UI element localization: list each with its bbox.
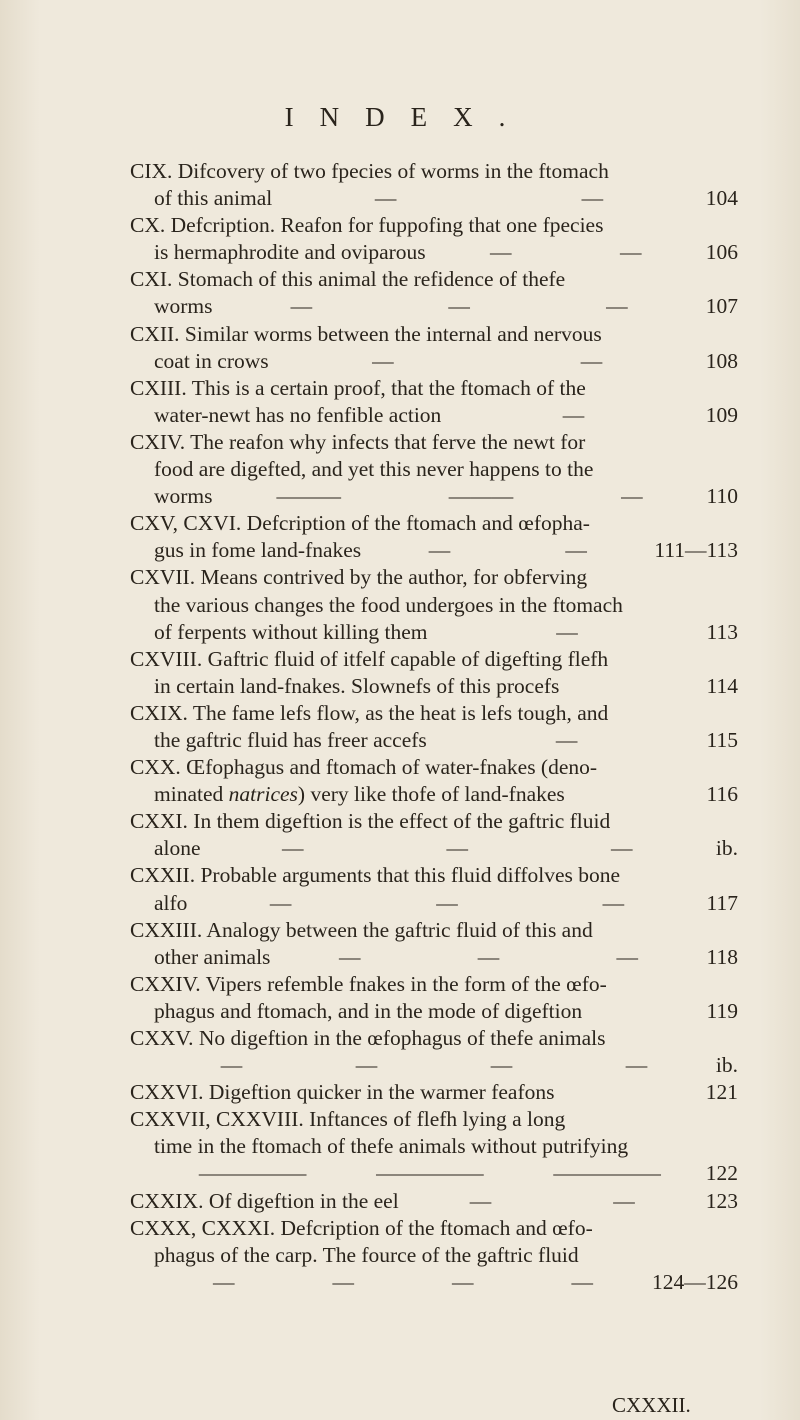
entry-page-row xyxy=(130,185,738,212)
entry-heading-line: CXIII. This is a certain proof, that the ftomach of the xyxy=(130,375,586,400)
leader-dash: — xyxy=(428,538,451,563)
leader-dash: — xyxy=(562,402,585,427)
entry-heading-line: CXIV. The reafon why infects that ferve the newt for xyxy=(130,429,586,454)
entry-last-line: of ferpents without killing them xyxy=(154,619,428,644)
entry-last-line: the gaftric fluid has freer accefs xyxy=(154,727,427,752)
entry-heading-line: CXXX, CXXXI. Defcription of the ftomach and œfo- xyxy=(130,1215,593,1240)
entry-heading-line: CXXVI. Digeftion quicker in the warmer feafons xyxy=(130,1080,555,1105)
entry-last-line: of this animal xyxy=(154,186,273,211)
leader-dash: — xyxy=(436,890,458,915)
entry-last-line: alone xyxy=(154,836,201,861)
page-number: 119 xyxy=(706,998,738,1023)
index-entry xyxy=(130,862,738,916)
leader-dash: — xyxy=(469,1188,492,1213)
leader-dashes xyxy=(154,1052,714,1079)
entry-heading-line: CXVIII. Gaftric fluid of itfelf capable of digefting flefh xyxy=(130,646,609,671)
entry-page-row xyxy=(130,781,738,808)
leader-dashes xyxy=(272,185,706,212)
leader-dashes xyxy=(426,239,706,266)
page-number: 107 xyxy=(705,294,738,319)
leader-dash: — xyxy=(374,186,397,211)
leader-dash: — xyxy=(477,944,500,969)
leader-dashes xyxy=(270,944,706,971)
entry-heading-line: CXXVII, CXXVIII. Inftances of flefh lying a long xyxy=(130,1107,566,1132)
entry-heading-line: CXX. Œfophagus and ftomach of water-fnakes (deno- xyxy=(130,755,598,780)
leader-dashes xyxy=(428,619,707,646)
page-number: 109 xyxy=(705,402,738,427)
page-number: 124—126 xyxy=(652,1269,738,1294)
page-number: 121 xyxy=(705,1080,738,1105)
entry-heading-line: CXXIII. Analogy between the gaftric fluid of this and xyxy=(130,917,593,942)
italic-term: natrices xyxy=(228,782,298,807)
leader-dashes xyxy=(361,537,654,564)
leader-dash: — xyxy=(269,890,292,915)
leader-dash: — xyxy=(565,538,587,563)
index-entry xyxy=(130,808,738,862)
index-entry xyxy=(130,700,738,754)
index-entry xyxy=(130,321,738,375)
leader-dash: ——— xyxy=(448,484,514,509)
leader-dash: — xyxy=(332,1269,354,1294)
entry-page-row xyxy=(130,293,738,320)
entry-page-row xyxy=(130,1079,738,1106)
entry-continuation-line: the various changes the food undergoes in the ftomach xyxy=(154,592,623,617)
entry-page-row xyxy=(130,348,738,375)
index-entry xyxy=(130,971,738,1025)
entry-last-line: other animals xyxy=(154,944,271,969)
page-number: 118 xyxy=(706,944,738,969)
entry-page-row xyxy=(130,835,738,862)
leader-dash: — xyxy=(616,944,638,969)
leader-dash: — xyxy=(290,294,313,319)
leader-dashes xyxy=(154,1160,706,1187)
page-number: 104 xyxy=(705,186,738,211)
leader-dash: — xyxy=(625,1053,648,1078)
entry-page-row xyxy=(130,483,738,510)
leader-dash: — xyxy=(571,1269,593,1294)
entry-heading-line: CXI. Stomach of this animal the refidence of thefe xyxy=(130,267,566,292)
leader-dash: ——— xyxy=(276,484,341,509)
entry-page-row xyxy=(130,1269,738,1296)
entry-continuation-line: phagus of the carp. The fource of the gaftric fluid xyxy=(154,1242,579,1267)
page-number: 106 xyxy=(705,240,738,265)
entry-page-row xyxy=(130,890,738,917)
entry-last-line: water-newt has no fenfible action xyxy=(154,402,442,427)
entry-last-line: is hermaphrodite and oviparous xyxy=(154,240,426,265)
page-number: 123 xyxy=(705,1188,738,1213)
leader-dashes xyxy=(269,348,706,375)
entry-page-row xyxy=(130,1188,738,1215)
entry-heading-line: CX. Defcription. Reafon for fuppofing that one fpecies xyxy=(130,213,604,238)
leader-dash: — xyxy=(556,619,578,644)
index-entries xyxy=(130,158,738,1296)
entry-last-line: alfo xyxy=(154,890,188,915)
leader-dash: — xyxy=(606,294,628,319)
page-number: 114 xyxy=(706,673,738,698)
entry-continuation-line: food are digefted, and yet this never happens to the xyxy=(154,457,594,482)
page-number: 122 xyxy=(705,1161,738,1186)
page-number: 115 xyxy=(706,727,738,752)
leader-dash: — xyxy=(446,836,469,861)
leader-dash: — xyxy=(602,890,625,915)
entry-page-row xyxy=(130,619,738,646)
leader-dash: — xyxy=(372,348,394,373)
page-number: 111—113 xyxy=(654,538,738,563)
leader-dash: — xyxy=(355,1053,378,1078)
page-number: 108 xyxy=(705,348,738,373)
entry-heading-line: CXIX. The fame lefs flow, as the heat is lefs tough, and xyxy=(130,700,609,725)
index-entry xyxy=(130,564,738,645)
leader-dash: — xyxy=(490,1053,513,1078)
entry-continuation-line: time in the ftomach of thefe animals without putrifying xyxy=(154,1134,629,1159)
entry-last-line: coat in crows xyxy=(154,348,269,373)
leader-dash: ————— xyxy=(376,1161,484,1186)
leader-dash: — xyxy=(489,240,512,265)
leader-dashes xyxy=(187,890,706,917)
index-entry xyxy=(130,510,738,564)
leader-dash: — xyxy=(282,836,304,861)
leader-dash: — xyxy=(610,836,633,861)
entry-page-row xyxy=(130,537,738,564)
page-number: ib. xyxy=(715,1053,738,1078)
entry-heading-line: CXXIV. Vipers refemble fnakes in the form of the œfo- xyxy=(130,971,607,996)
entry-page-row xyxy=(130,239,738,266)
index-entry xyxy=(130,1188,738,1215)
index-entry xyxy=(130,158,738,212)
leader-dash: — xyxy=(555,727,578,752)
index-entry xyxy=(130,917,738,971)
entry-heading-line: CXII. Similar worms between the internal and nervous xyxy=(130,321,602,346)
index-entry xyxy=(130,1025,738,1079)
entry-page-row xyxy=(130,944,738,971)
leader-dashes xyxy=(213,293,706,320)
index-entry xyxy=(130,212,738,266)
leader-dash: — xyxy=(613,1188,635,1213)
entry-heading-line: CXVII. Means contrived by the author, for obferving xyxy=(130,565,588,590)
catchword: CXXXII. xyxy=(612,1393,691,1417)
leader-dash: — xyxy=(621,484,643,509)
entry-last-line: gus in fome land-fnakes xyxy=(154,538,362,563)
entry-heading-line: CXXII. Probable arguments that this fluid diffolves bone xyxy=(130,863,621,888)
leader-dash: — xyxy=(580,348,603,373)
index-entry xyxy=(130,266,738,320)
entry-heading-line: CXXV. No digeftion in the œfophagus of thefe animals xyxy=(130,1026,606,1050)
entry-page-row xyxy=(130,402,738,429)
index-entry xyxy=(130,1215,738,1296)
leader-dash: — xyxy=(619,240,642,265)
leader-dashes xyxy=(201,835,714,862)
page-number: 116 xyxy=(706,782,738,807)
leader-dashes xyxy=(399,1188,706,1215)
page-number: 113 xyxy=(706,619,738,644)
entry-heading-line: CIX. Difcovery of two fpecies of worms in the ftomach xyxy=(130,159,609,183)
entry-last-line: worms xyxy=(154,294,213,319)
page-number: 110 xyxy=(706,484,738,509)
index-entry xyxy=(130,754,738,808)
entry-page-row xyxy=(130,998,738,1025)
entry-heading-line: CXXIX. Of digeftion in the eel xyxy=(130,1188,399,1213)
leader-dashes xyxy=(213,483,707,510)
leader-dashes xyxy=(154,1269,652,1296)
leader-dash: — xyxy=(339,944,361,969)
entry-heading-line: CXXI. In them digeftion is the effect of the gaftric fluid xyxy=(130,809,611,834)
page-number: ib. xyxy=(715,836,738,861)
entry-page-row xyxy=(130,1052,738,1079)
index-entry xyxy=(130,375,738,429)
entry-last-line: minated natrices) very like thofe of land-fnakes xyxy=(154,782,565,807)
leader-dashes xyxy=(441,402,705,429)
entry-last-line: in certain land-fnakes. Slownefs of this procefs xyxy=(154,673,560,698)
entry-page-row xyxy=(130,727,738,754)
leader-dashes xyxy=(427,727,707,754)
leader-dash: — xyxy=(452,1269,474,1294)
entry-heading-line: CXV, CXVI. Defcription of the ftomach and œfopha- xyxy=(130,511,590,536)
entry-last-line: phagus and ftomach, and in the mode of digeftion xyxy=(154,998,583,1023)
index-entry xyxy=(130,1106,738,1187)
leader-dash: ————— xyxy=(553,1161,661,1186)
leader-dash: — xyxy=(213,1269,235,1294)
leader-dash: — xyxy=(448,294,470,319)
page-title: INDEX. xyxy=(284,102,532,132)
page-number: 117 xyxy=(706,890,738,915)
leader-dash: — xyxy=(581,186,604,211)
index-entry xyxy=(130,429,738,510)
leader-dash: ————— xyxy=(198,1161,307,1186)
index-entry xyxy=(130,1079,738,1106)
entry-last-line: worms xyxy=(154,484,213,509)
entry-page-row xyxy=(130,1160,738,1187)
leader-dash: — xyxy=(220,1053,243,1078)
entry-page-row xyxy=(130,673,738,700)
index-entry xyxy=(130,646,738,700)
